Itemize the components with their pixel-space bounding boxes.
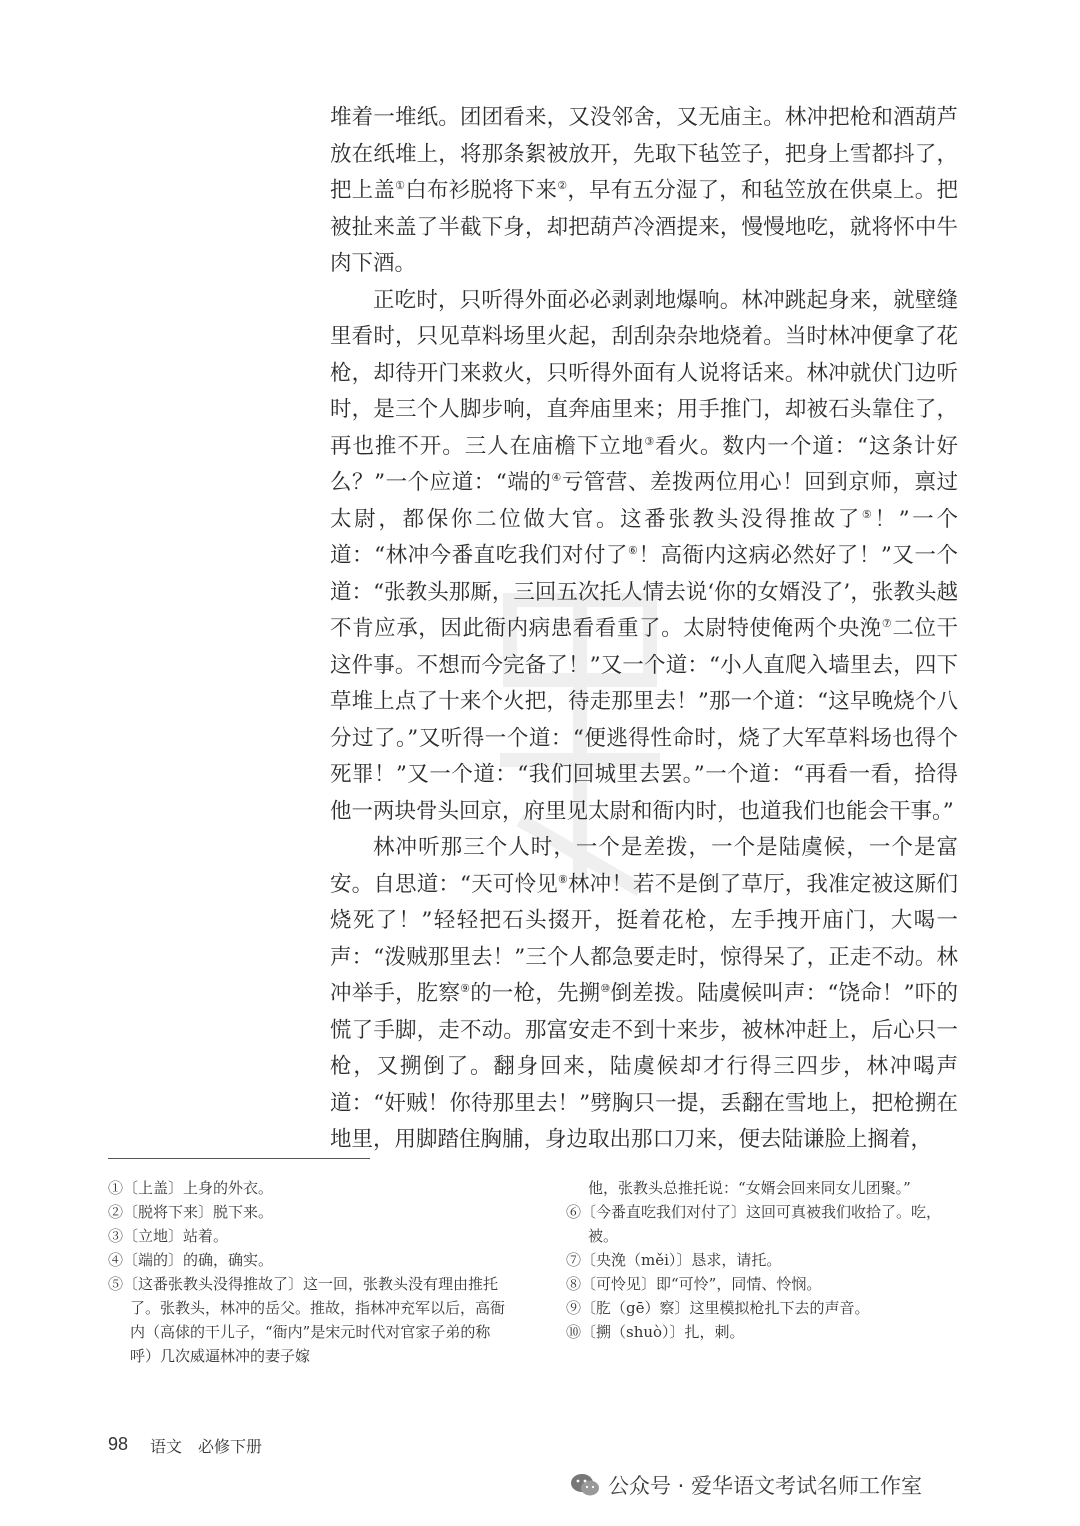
footnote-5-continued: 他，张教头总推托说：“女婿会回来同女儿团聚。” bbox=[588, 1179, 911, 1197]
watermark-text: 公众号 · 爱华语文考试名师工作室 bbox=[608, 1474, 923, 1498]
footnote-marker: ④ bbox=[551, 470, 562, 484]
footnote-marker: ⑧ bbox=[557, 872, 568, 886]
body-paragraph bbox=[330, 283, 958, 831]
body-text-run: 亏管营、差拨两位用心！回到京师，禀过太尉，都保你二位做大官。这番张教头没得推故了 bbox=[330, 470, 958, 532]
footnote-3: ③〔立地〕站着。 bbox=[108, 1227, 229, 1245]
book-title: 语文 必修下册 bbox=[150, 1437, 263, 1456]
body-text-run: ！”一个道：“林冲今番直吃我们对付了 bbox=[330, 506, 958, 568]
footnote-marker: ⑨ bbox=[460, 981, 471, 995]
body-text-run: 白布衫脱将下来 bbox=[405, 178, 558, 203]
body-text-run: 看火。数内一个道：“这条计好么？”一个应道：“端的 bbox=[330, 433, 958, 495]
footnote-6: ⑥〔今番直吃我们对付了〕这回可真被我们收拾了。吃，被。 bbox=[566, 1203, 942, 1245]
body-text-run: 二位干这件事。不想而今完备了！”又一个道：“小人直爬入墙里去，四下草堆上点了十来个火把，待走那里去！”那一个道：“这早晚烧个八分过了。”又听得一个道：“便逃得性命时，烧了大军草料场也得个死罪！”又一个道：“我们回城里去罢。”一个道：“再看一看，拾得他一两块骨头回京，府里见太尉和衙内时，也道我们也能会干事。” bbox=[330, 616, 958, 824]
footnote-marker: ① bbox=[395, 178, 406, 192]
footnote-marker: ⑩ bbox=[600, 981, 611, 995]
footnote-divider bbox=[108, 1158, 370, 1159]
footnote-4: ④〔端的〕的确，确实。 bbox=[108, 1251, 274, 1269]
body-text-run: ，早有五分湿了，和毡笠放在供桌上。把被扯来盖了半截下身，却把葫芦冷酒提来，慢慢地吃，就将怀中牛肉下酒。 bbox=[330, 178, 958, 276]
wechat-watermark bbox=[570, 1467, 922, 1503]
wechat-icon bbox=[570, 1472, 600, 1498]
body-paragraph bbox=[330, 100, 958, 283]
footnotes-right-column bbox=[566, 1176, 966, 1344]
body-text-run: 正吃时，只听得外面必必剥剥地爆响。林冲跳起身来，就壁缝里看时，只见草料场里火起，刮刮杂杂地烧着。当时林冲便拿了花枪，却待开门来救火，只听得外面有人说将话来。林冲就伏门边听时，是三个人脚步响，直奔庙里来；用手推门，却被石头靠住了，再也推不开。三人在庙檐下立地 bbox=[330, 287, 958, 459]
footnote-2: ②〔脱将下来〕脱下来。 bbox=[108, 1203, 274, 1221]
footnote-marker: ③ bbox=[644, 434, 656, 448]
footnote-marker: ⑦ bbox=[881, 616, 893, 630]
footnote-marker: ⑥ bbox=[628, 543, 639, 557]
footnote-7: ⑦〔央浼（měi）〕恳求，请托。 bbox=[566, 1251, 782, 1269]
footnote-marker: ⑤ bbox=[861, 507, 875, 521]
body-text-run: 的一枪，先搠 bbox=[470, 981, 601, 1006]
body-text-run: 堆着一堆纸。团团看来，又没邻舍，又无庙主。林冲把枪和酒葫芦放在纸堆上，将那条絮被放开，先取下毡笠子，把身上雪都抖了，把上盖 bbox=[330, 105, 958, 203]
body-text-run: ！高衙内这病必然好了！”又一个道：“张教头那厮，三回五次托人情去说‘你的女婿没了’，张教头越不肯应承，因此衙内病患看看重了。太尉特使俺两个央浼 bbox=[330, 543, 958, 641]
footnote-1: ①〔上盖〕上身的外衣。 bbox=[108, 1179, 274, 1197]
main-body-text bbox=[330, 100, 958, 1159]
page-number: 98 bbox=[108, 1434, 129, 1454]
body-text-run: 倒差拨。陆虞候叫声：“饶命！”吓的慌了手脚，走不动。那富安走不到十来步，被林冲赶上，后心只一枪，又搠倒了。翻身回来，陆虞候却才行得三四步，林冲喝声道：“奸贼！你待那里去！”劈胸只一提，丢翻在雪地上，把枪搠在地里，用脚踏住胸脯，身边取出那口刀来，便去陆谦脸上搁着， bbox=[330, 981, 958, 1152]
footnote-marker: ② bbox=[557, 178, 568, 192]
footnotes-left-column bbox=[108, 1176, 508, 1368]
body-paragraph bbox=[330, 830, 958, 1159]
footnote-10: ⑩〔搠（shuò）〕扎，刺。 bbox=[566, 1323, 745, 1341]
footnote-5: ⑤〔这番张教头没得推故了〕这一回，张教头没有理由推托了。张教头，林冲的岳父。推故，指林冲充军以后，高衙内（高俅的干儿子，“衙内”是宋元时代对官家子弟的称呼）几次威逼林冲的妻子嫁 bbox=[108, 1275, 506, 1365]
body-text-run: 林冲！若不是倒了草厅，我准定被这厮们烧死了！”轻轻把石头掇开，挺着花枪，左手拽开庙门，大喝一声：“泼贼那里去！”三个人都急要走时，惊得呆了，正走不动。林冲举手，肐察 bbox=[330, 871, 958, 1006]
footnote-8: ⑧〔可怜见〕即“可怜”，同情、怜悯。 bbox=[566, 1275, 822, 1293]
footnote-9: ⑨〔肐（gē）察〕这里模拟枪扎下去的声音。 bbox=[566, 1299, 870, 1317]
body-text-run: 林冲听那三个人时，一个是差拨，一个是陆虞候，一个是富安。自思道：“天可怜见 bbox=[330, 835, 958, 897]
